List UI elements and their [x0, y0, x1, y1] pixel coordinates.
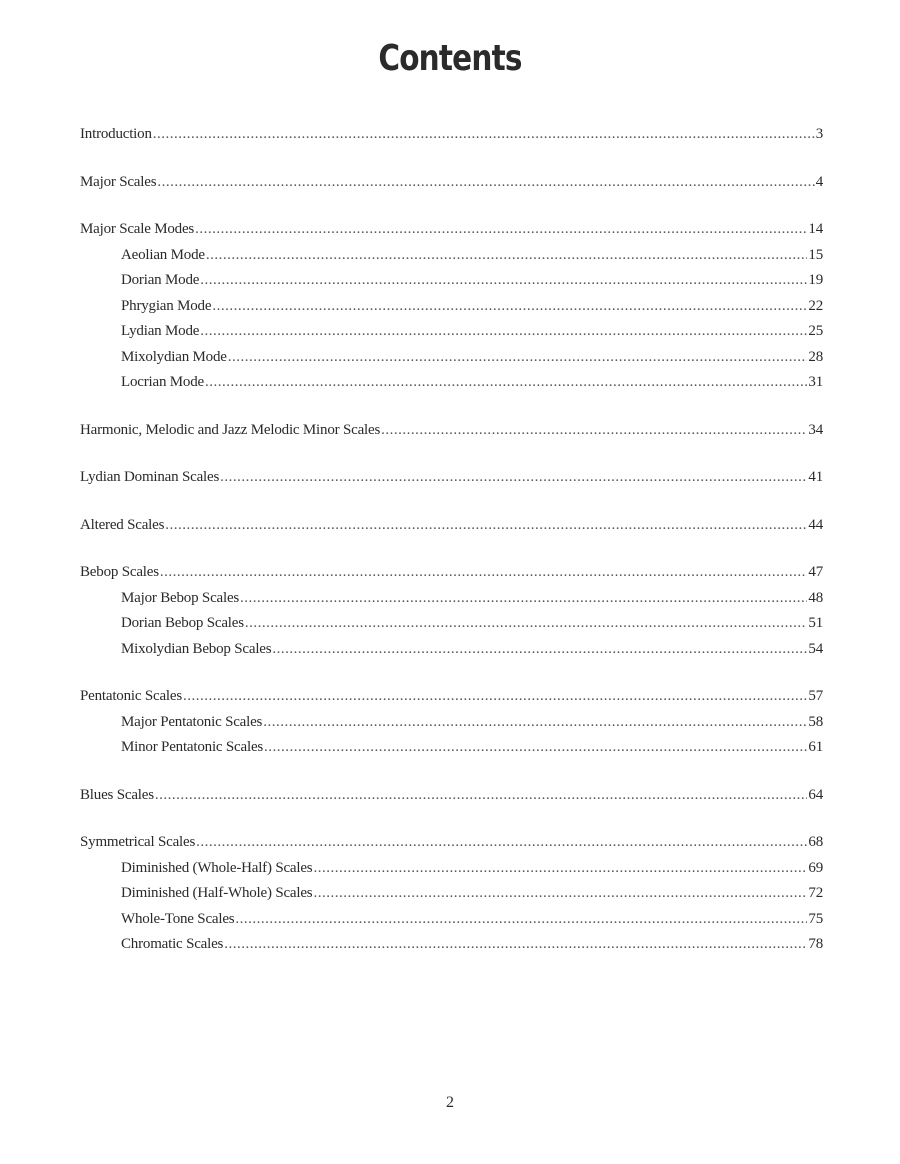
toc-entry-page: 78 [808, 936, 823, 952]
toc-group [80, 418, 823, 444]
toc-group [80, 465, 823, 491]
dot-leader [153, 122, 815, 148]
toc-entry-page: 51 [808, 615, 823, 631]
toc-entry-label: Major Scales [80, 173, 157, 190]
toc-entry[interactable] [80, 122, 823, 148]
toc-subentry[interactable] [80, 586, 823, 612]
toc-entry-label: Minor Pentatonic Scales [121, 739, 264, 755]
toc-group [80, 783, 823, 809]
toc-entry-label: Bebop Scales [80, 564, 159, 580]
toc-entry-page: 41 [808, 469, 823, 485]
toc-entry-page: 34 [808, 421, 823, 438]
toc-entry-page: 3 [815, 126, 823, 142]
toc-entry-label: Lydian Mode [121, 323, 200, 339]
toc-entry-label: Dorian Mode [121, 272, 200, 288]
toc-entry-label: Introduction [80, 126, 152, 142]
dot-leader [263, 710, 807, 736]
toc-entry[interactable] [80, 684, 823, 710]
toc-group [80, 684, 823, 761]
dot-leader [165, 513, 807, 539]
toc-entry-page: 57 [808, 688, 823, 704]
page-number: 2 [446, 1094, 454, 1111]
dot-leader [160, 560, 808, 586]
dot-leader [240, 586, 807, 612]
dot-leader [228, 345, 808, 371]
toc-entry[interactable] [80, 418, 823, 444]
dot-leader [220, 465, 807, 491]
toc-entry[interactable] [80, 783, 823, 809]
toc-entry-label: Blues Scales [80, 786, 154, 803]
toc-entry-label: Aeolian Mode [121, 246, 205, 263]
toc-group [80, 122, 823, 148]
dot-leader [195, 217, 807, 243]
toc-subentry[interactable] [80, 268, 823, 294]
toc-subentry[interactable] [80, 856, 823, 882]
toc-entry[interactable] [80, 465, 823, 491]
dot-leader [205, 370, 807, 396]
toc-group [80, 830, 823, 958]
toc-entry-page: 22 [808, 297, 823, 314]
toc-subentry[interactable] [80, 294, 823, 320]
toc-entry-page: 25 [808, 323, 823, 339]
toc-subentry[interactable] [80, 735, 823, 761]
toc-subentry[interactable] [80, 710, 823, 736]
group-spacer [80, 538, 823, 560]
group-spacer [80, 761, 823, 783]
toc-entry-label: Major Pentatonic Scales [121, 713, 263, 730]
toc-entry-page: 58 [808, 713, 823, 730]
toc-entry-page: 15 [808, 246, 823, 263]
dot-leader [200, 319, 807, 345]
toc-subentry[interactable] [80, 611, 823, 637]
toc-entry-label: Symmetrical Scales [80, 834, 196, 850]
toc-group [80, 217, 823, 396]
dot-leader [313, 856, 807, 882]
toc-entry-page: 47 [808, 564, 823, 580]
toc-subentry[interactable] [80, 932, 823, 958]
toc-subentry[interactable] [80, 907, 823, 933]
toc-entry-page: 44 [808, 516, 823, 533]
toc-group [80, 560, 823, 662]
toc-entry-label: Mixolydian Bebop Scales [121, 640, 272, 657]
group-spacer [80, 662, 823, 684]
toc-entry-label: Pentatonic Scales [80, 688, 182, 704]
toc-entry-page: 75 [808, 910, 823, 927]
toc-entry-label: Locrian Mode [121, 374, 204, 390]
toc-subentry[interactable] [80, 243, 823, 269]
toc-entry-label: Diminished (Half-Whole) Scales [121, 885, 313, 901]
group-spacer [80, 808, 823, 830]
toc-entry-page: 69 [808, 859, 823, 876]
toc-entry-page: 64 [808, 786, 823, 803]
dot-leader [272, 637, 807, 663]
group-spacer [80, 148, 823, 170]
dot-leader [235, 907, 807, 933]
toc-entry-label: Harmonic, Melodic and Jazz Melodic Minor Scales [80, 421, 381, 438]
group-spacer [80, 396, 823, 418]
toc-entry[interactable] [80, 830, 823, 856]
dot-leader [206, 243, 808, 269]
toc-entry-page: 72 [808, 885, 823, 901]
toc-group [80, 170, 823, 196]
toc-subentry[interactable] [80, 319, 823, 345]
dot-leader [245, 611, 808, 637]
toc-entry-page: 19 [808, 272, 823, 288]
dot-leader [196, 830, 807, 856]
toc-entry-page: 48 [808, 589, 823, 606]
toc-entry-label: Major Bebop Scales [121, 589, 240, 606]
toc-entry-label: Phrygian Mode [121, 297, 212, 314]
toc-entry[interactable] [80, 170, 823, 196]
dot-leader [183, 684, 807, 710]
toc-group [80, 513, 823, 539]
group-spacer [80, 443, 823, 465]
toc-entry-page: 61 [808, 739, 823, 755]
dot-leader [157, 170, 814, 196]
dot-leader [381, 418, 807, 444]
toc-entry-label: Lydian Dominan Scales [80, 469, 220, 485]
toc-entry[interactable] [80, 513, 823, 539]
dot-leader [224, 932, 807, 958]
toc-entry-page: 31 [808, 374, 823, 390]
dot-leader [155, 783, 808, 809]
toc-subentry[interactable] [80, 370, 823, 396]
toc-subentry[interactable] [80, 881, 823, 907]
dot-leader [200, 268, 807, 294]
toc-entry-page: 28 [808, 348, 823, 365]
toc-entry-label: Dorian Bebop Scales [121, 615, 244, 631]
toc-entry-label: Major Scale Modes [80, 221, 195, 237]
table-of-contents [80, 122, 823, 958]
dot-leader [212, 294, 807, 320]
page-title: Contents [378, 38, 522, 79]
toc-entry-page: 14 [808, 221, 823, 237]
toc-entry-page: 4 [815, 173, 823, 190]
toc-subentry[interactable] [80, 345, 823, 371]
toc-entry[interactable] [80, 560, 823, 586]
group-spacer [80, 195, 823, 217]
toc-entry-page: 54 [808, 640, 823, 657]
dot-leader [264, 735, 807, 761]
toc-entry-label: Mixolydian Mode [121, 348, 227, 365]
toc-entry-page: 68 [808, 834, 823, 850]
toc-entry[interactable] [80, 217, 823, 243]
toc-subentry[interactable] [80, 637, 823, 663]
group-spacer [80, 491, 823, 513]
toc-entry-label: Chromatic Scales [121, 936, 224, 952]
toc-entry-label: Diminished (Whole-Half) Scales [121, 859, 313, 876]
dot-leader [313, 881, 807, 907]
toc-entry-label: Whole-Tone Scales [121, 910, 235, 927]
toc-entry-label: Altered Scales [80, 516, 165, 533]
